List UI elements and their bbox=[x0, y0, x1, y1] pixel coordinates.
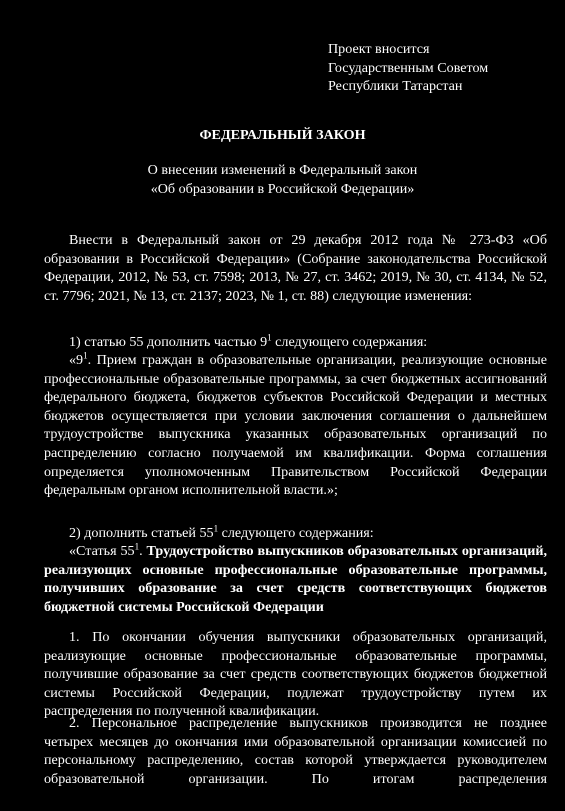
amendment-item-2 bbox=[44, 524, 547, 543]
superscript: 1 bbox=[83, 350, 88, 361]
item-text: 1) статью 55 дополнить частью 9 bbox=[69, 334, 268, 350]
item-text: следующего содержания: bbox=[271, 334, 428, 350]
article-label: . bbox=[139, 543, 143, 559]
article-point-2: 2. Персональное распределение выпускников производится не позднее четырех месяцев до окончания ими образовательной организации комиссией по персональному распределению, состав которой утверждается руководителем образовательной организации. По итогам распределения bbox=[44, 715, 547, 787]
superscript: 1 bbox=[213, 523, 219, 534]
submission-note-line: Государственным Советом bbox=[328, 59, 489, 76]
article-55-1-heading bbox=[44, 542, 547, 616]
submission-note-line: Республики Татарстан bbox=[328, 78, 463, 95]
quote-number: «9 bbox=[69, 352, 84, 368]
document-subtitle bbox=[0, 161, 565, 198]
item-text: следующего содержания: bbox=[218, 525, 374, 541]
superscript: 1 bbox=[134, 541, 140, 552]
amendment-item-1 bbox=[44, 333, 547, 352]
article-point-1: 1. По окончании обучения выпускники образовательных организаций, реализующие основные профессиональные образовательные программы, получившие образование за счет средств соответствующих бюджетов бюджетной системы Российской Федерации, подлежат трудоустройству путем их распределения по полученной квалификации. bbox=[44, 629, 547, 720]
subtitle-line: «Об образовании в Российской Федерации» bbox=[150, 180, 415, 197]
submission-note-line: Проект вносится bbox=[328, 41, 430, 57]
subtitle-line: О внесении изменений в Федеральный закон bbox=[147, 162, 418, 178]
superscript: 1 bbox=[267, 332, 272, 343]
quoted-part-9-1 bbox=[44, 351, 547, 500]
submission-note bbox=[328, 40, 558, 96]
document-title: ФЕДЕРАЛЬНЫЙ ЗАКОН bbox=[199, 127, 366, 143]
item-text: 2) дополнить статьей 55 bbox=[69, 525, 214, 541]
quote-text: . Прием граждан в образовательные организации, реализующие основные профессиональные образовательные программы, за счет бюджетных ассигнований федерального бюджета, бюджетов субъектов Российской Федерации и местных бюджетов осуществляется при условии заключения соглашения о дальнейшем трудоустройстве выпускника указанных образовательных организаций по распределению согласно получаемой им квалификации. Форма соглашения определяется уполномоченным Правительством Российской Федерации федеральным органом исполнительной власти.»; bbox=[44, 352, 547, 499]
article-label: «Статья 55 bbox=[69, 543, 135, 559]
intro-paragraph: Внести в Федеральный закон от 29 декабря 2012 года № 273-ФЗ «Об образовании в Российской Федерации» (Собрание законодательства Российской Федерации, 2012, № 53, ст. 7598; 2013, № 27, ст. 3462; 2019, № 30, ст. 4134, № 52, ст. 7796; 2021, № 13, ст. 2137; 2023, № 1, ст. 88) следующие изменения: bbox=[44, 232, 547, 304]
article-title: Трудоустройство выпускников образовательных организаций, реализующих основные профессиональные образовательные программы, получивших образование за счет средств соответствующих бюджетов бюджетной системы Российской Федерации bbox=[44, 543, 547, 615]
